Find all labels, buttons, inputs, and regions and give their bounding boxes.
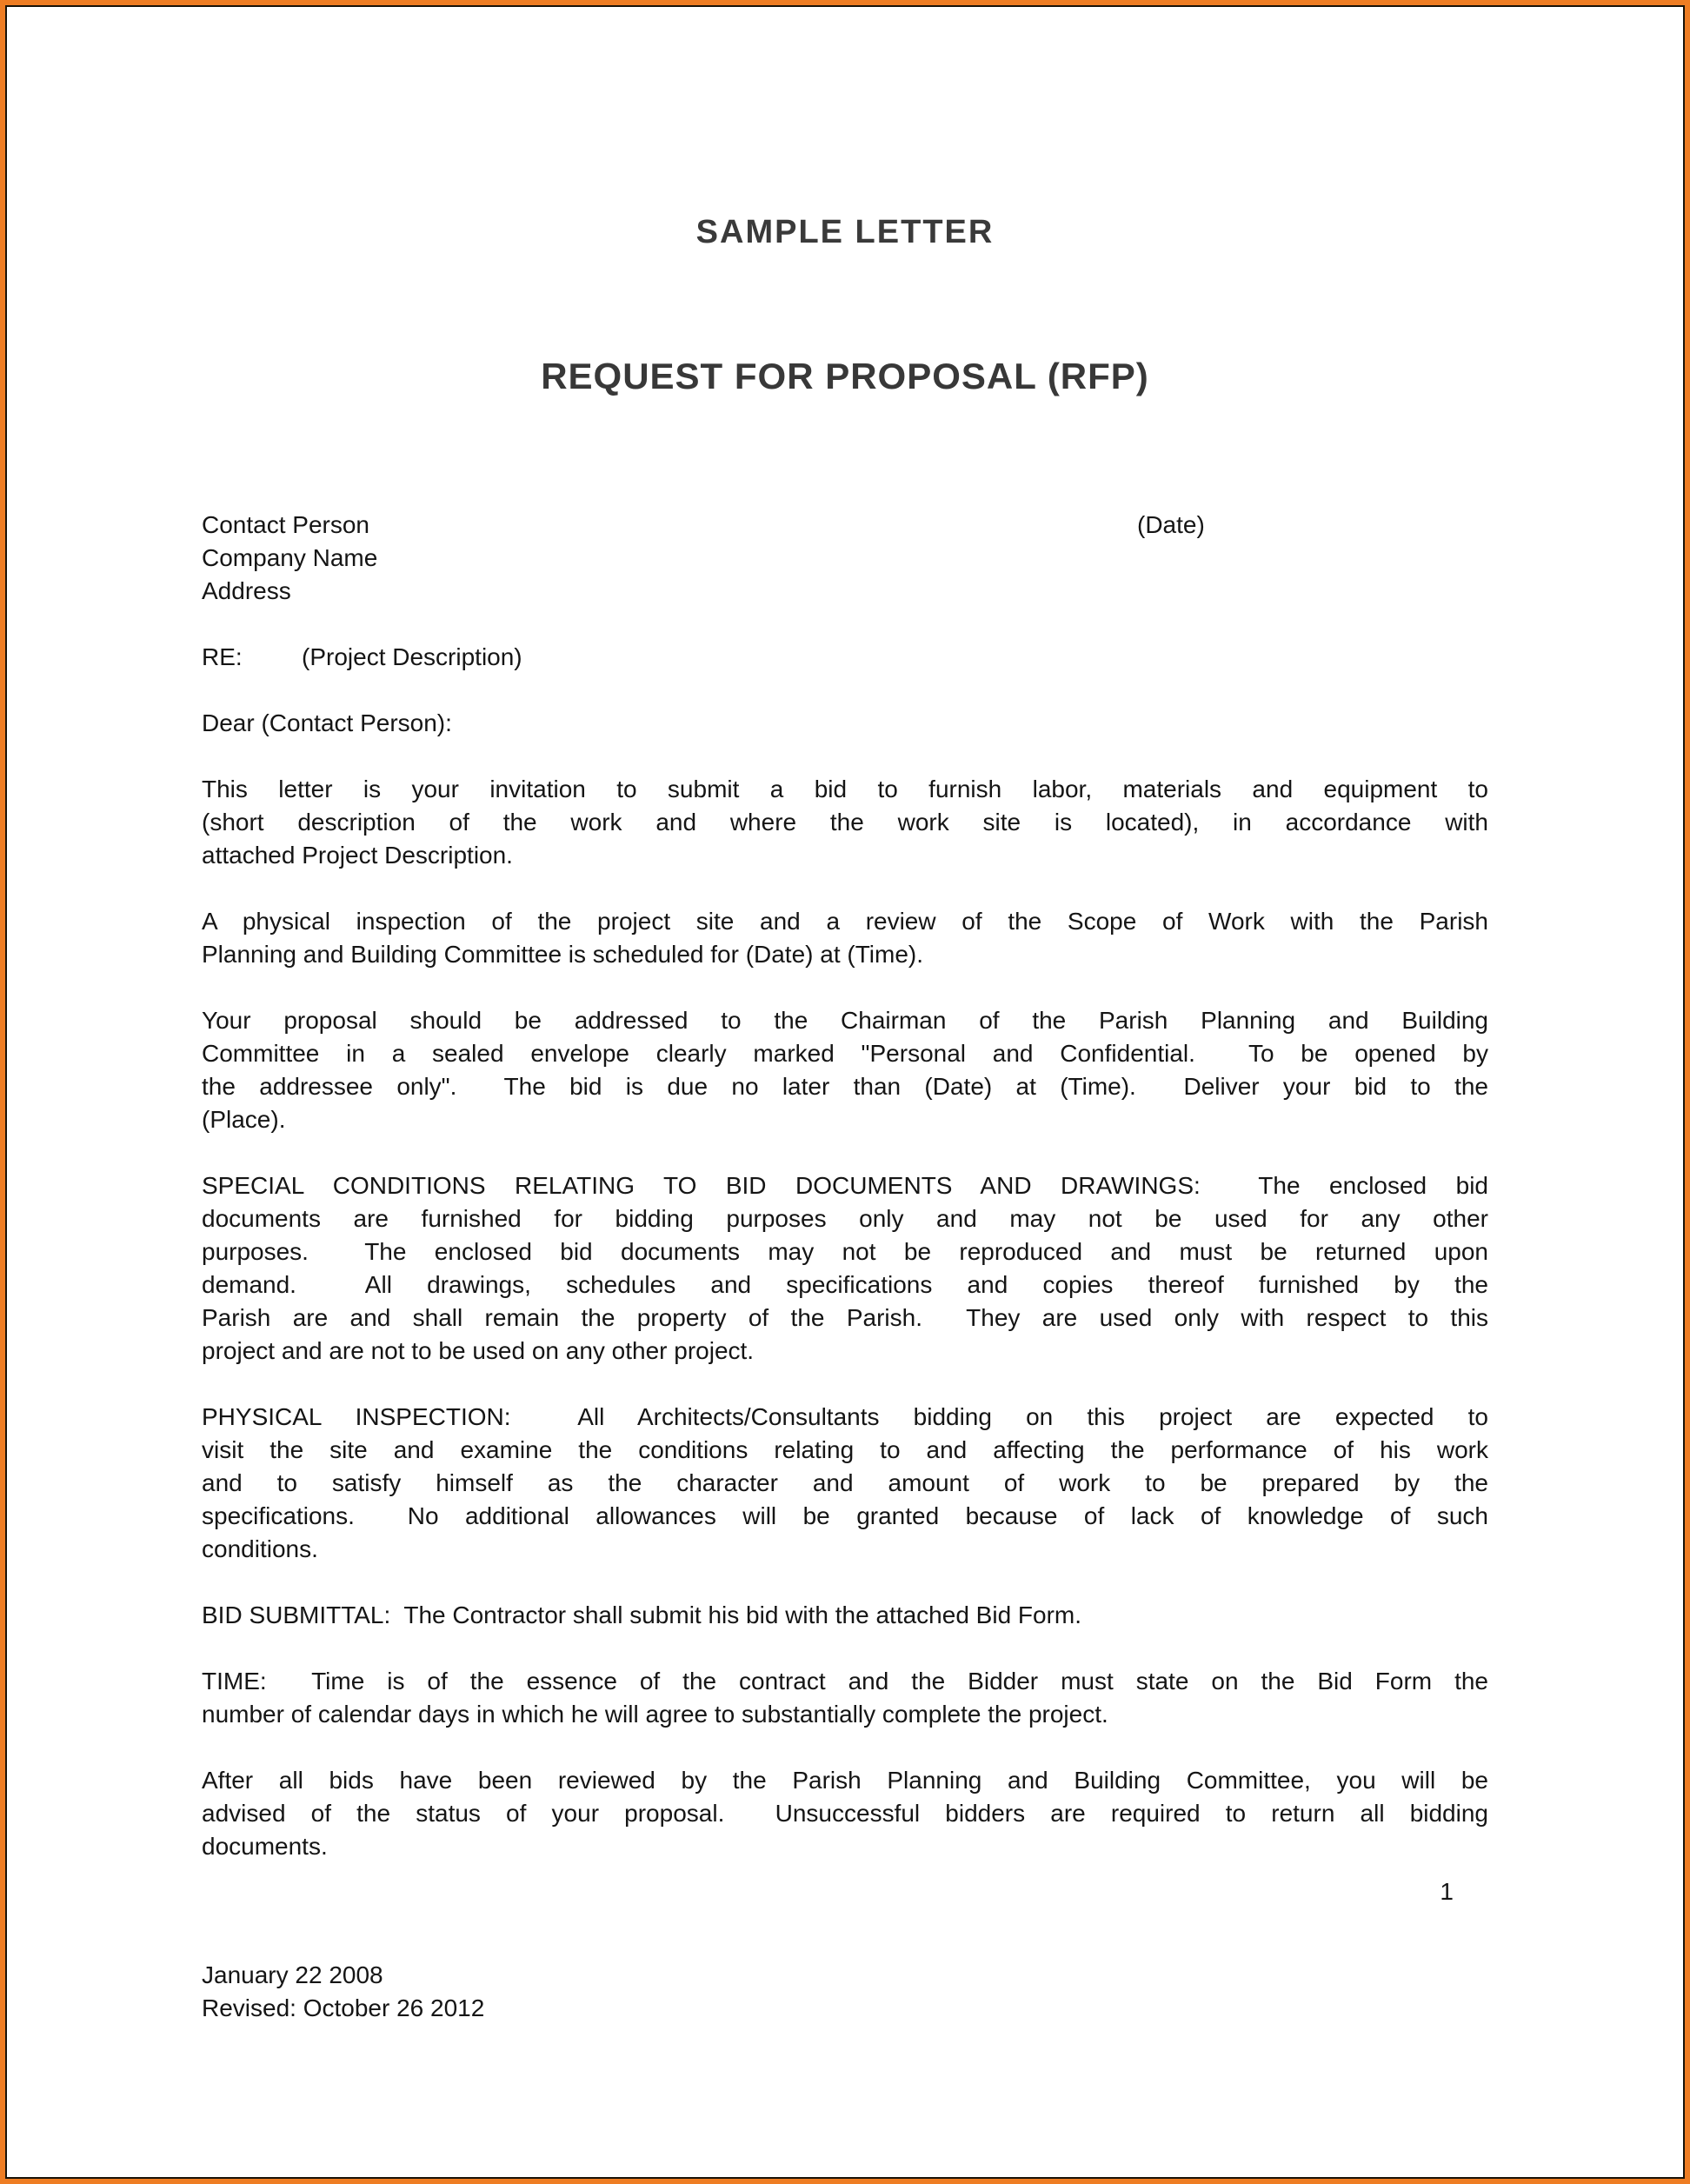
text-line: (Place).	[202, 1106, 286, 1133]
body-paragraphs	[202, 773, 1488, 1863]
text-line: conditions.	[202, 1535, 318, 1562]
paragraph	[202, 1401, 1488, 1566]
text-line: project and are not to be used on any other project.	[202, 1337, 755, 1364]
text-line: PHYSICAL INSPECTION: All Architects/Consultants bidding on this project are expected to	[202, 1403, 1488, 1430]
paragraph	[202, 1169, 1488, 1368]
text-line: Committee in a sealed envelope clearly marked "Personal and Confidential. To be opened by	[202, 1040, 1488, 1067]
text-line: documents are furnished for bidding purposes only and may not be used for any other	[202, 1205, 1488, 1232]
salutation: Dear (Contact Person):	[202, 709, 452, 736]
text-line: purposes. The enclosed bid documents may not be reproduced and must be returned upon	[202, 1238, 1488, 1265]
text-line: (short description of the work and where the work site is located), in accordance with	[202, 809, 1488, 836]
text-line: Address	[202, 577, 291, 604]
footer-revised: Revised: October 26 2012	[202, 1994, 485, 2021]
paragraph	[202, 1004, 1488, 1136]
text-line: Planning and Building Committee is scheduled for (Date) at (Time).	[202, 941, 924, 968]
text-line: visit the site and examine the conditions relating to and affecting the performance of his work	[202, 1436, 1488, 1463]
date-placeholder: (Date)	[1137, 511, 1205, 538]
text-line: number of calendar days in which he will agree to substantially complete the project.	[202, 1701, 1108, 1728]
text-line: SPECIAL CONDITIONS RELATING TO BID DOCUMENTS AND DRAWINGS: The enclosed bid	[202, 1172, 1488, 1199]
text-line: attached Project Description.	[202, 842, 513, 869]
text-line: BID SUBMITTAL: The Contractor shall submit his bid with the attached Bid Form.	[202, 1601, 1082, 1628]
text-line: A physical inspection of the project site and a review of the Scope of Work with the Parish	[202, 908, 1488, 935]
page-number: 1	[1440, 1878, 1454, 1905]
text-line: demand. All drawings, schedules and specifications and copies thereof furnished by the	[202, 1271, 1488, 1298]
text-line: This letter is your invitation to submit a bid to furnish labor, materials and equipment to	[202, 776, 1488, 802]
paragraph	[202, 773, 1488, 872]
paragraph	[202, 1764, 1488, 1863]
text-line: Company Name	[202, 544, 378, 571]
text-line: the addressee only". The bid is due no later than (Date) at (Time). Deliver your bid to the	[202, 1073, 1488, 1100]
reference-line	[202, 641, 1488, 674]
letter-content	[202, 0, 1488, 2025]
recipient-header-row	[202, 509, 1488, 608]
text-line: Parish are and shall remain the property of the Parish. They are used only with respect to this	[202, 1304, 1488, 1331]
paragraph	[202, 905, 1488, 971]
paragraph	[202, 1665, 1488, 1731]
text-line: Your proposal should be addressed to the Chairman of the Parish Planning and Building	[202, 1007, 1488, 1034]
footer-block	[202, 1959, 1488, 2025]
text-line: advised of the status of your proposal. Unsuccessful bidders are required to return all bidding	[202, 1800, 1488, 1827]
reference-value: (Project Description)	[302, 643, 522, 670]
footer-date: January 22 2008	[202, 1961, 383, 1988]
paragraph	[202, 1599, 1488, 1632]
text-line: Contact Person	[202, 511, 369, 538]
document-title: SAMPLE LETTER	[695, 214, 995, 250]
reference-label: RE:	[202, 643, 243, 670]
text-line: After all bids have been reviewed by the Parish Planning and Building Committee, you will be	[202, 1767, 1488, 1794]
text-line: specifications. No additional allowances will be granted because of lack of knowledge of such	[202, 1502, 1488, 1529]
text-line: and to satisfy himself as the character and amount of work to be prepared by the	[202, 1469, 1488, 1496]
document-subtitle: REQUEST FOR PROPOSAL (RFP)	[541, 356, 1149, 396]
text-line: TIME: Time is of the essence of the contract and the Bidder must state on the Bid Form the	[202, 1668, 1488, 1695]
recipient-address-block	[202, 509, 1488, 608]
text-line: documents.	[202, 1833, 328, 1860]
